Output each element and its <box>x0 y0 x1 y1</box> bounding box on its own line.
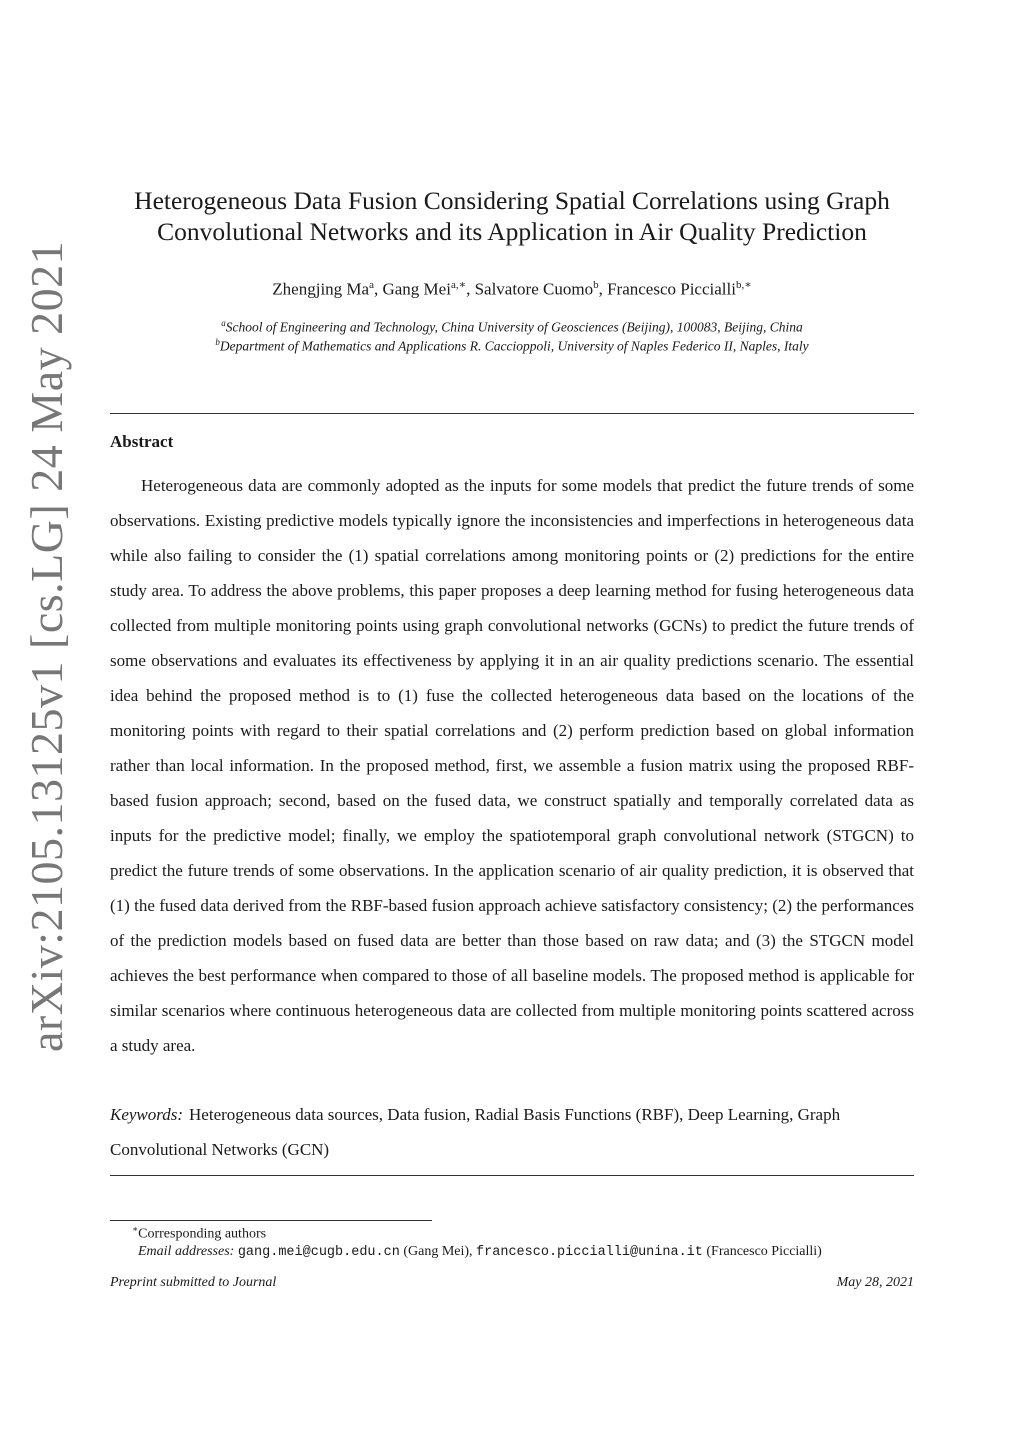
author-separator: , <box>598 279 608 299</box>
affiliation-b <box>110 337 914 355</box>
preprint-note: Preprint submitted to Journal <box>110 1275 277 1290</box>
footnote-divider <box>110 1220 432 1221</box>
email-label: Email addresses: <box>138 1244 235 1259</box>
affiliation-text: School of Engineering and Technology, China University of Geosciences (Beijing), 100083, Beijing, China <box>225 319 803 335</box>
author-affiliation-mark: b <box>593 279 599 291</box>
keywords <box>110 1097 914 1167</box>
keywords-label: Keywords: <box>110 1105 184 1124</box>
keywords-text: Heterogeneous data sources, Data fusion, Radial Basis Functions (RBF), Deep Learning, Graph Convolutional Networks (GCN) <box>110 1105 841 1159</box>
arxiv-stamp <box>8 240 88 1052</box>
top-divider <box>110 413 914 414</box>
affiliation-mark: a <box>221 318 226 328</box>
author-separator: , <box>373 279 383 299</box>
affiliation-text: Department of Mathematics and Applications R. Caccioppoli, University of Naples Federico II, Naples, Italy <box>219 338 809 354</box>
author-separator: , <box>466 279 475 299</box>
title-line-2: Convolutional Networks and its Application in Air Quality Prediction <box>157 217 867 246</box>
author-affiliation-mark: a <box>369 279 374 291</box>
footnote-corresponding-text: Corresponding authors <box>138 1226 267 1242</box>
author-name: Francesco Piccialli <box>607 279 736 299</box>
abstract-heading: Abstract <box>110 432 174 451</box>
affiliation-mark: b <box>215 337 220 347</box>
author-name: Salvatore Cuomo <box>474 279 594 299</box>
footnote-emails <box>138 1244 822 1260</box>
author-affiliation-mark: b,∗ <box>735 279 752 291</box>
preprint-date: May 28, 2021 <box>836 1275 914 1290</box>
author-name: Gang Mei <box>382 279 451 299</box>
author-affiliation-mark: a,∗ <box>450 279 467 291</box>
email-link-piccialli[interactable]: francesco.piccialli@unina.it <box>476 1245 703 1260</box>
author-name: Zhengjing Ma <box>272 279 370 299</box>
footnote-corresponding <box>132 1224 266 1243</box>
arxiv-id: arXiv:2105.13125v1 [cs.LG] 24 May 2021 <box>21 240 72 1052</box>
author-list <box>110 278 914 300</box>
email-owner-piccialli: (Francesco Piccialli) <box>702 1244 822 1259</box>
paper-title <box>110 185 914 247</box>
email-link-mei[interactable]: gang.mei@cugb.edu.cn <box>237 1245 400 1260</box>
abstract-body: Heterogeneous data are commonly adopted as the inputs for some models that predict the future trends of some observations. Existing predictive models typically ignore the inconsistencies and imperfections in heterogeneous data while also failing to consider the (1) spatial correlations among monitoring points or (2) predictions for the entire study area. To address the above problems, this paper proposes a deep learning method for fusing heterogeneous data collected from multiple monitoring points using graph convolutional networks (GCNs) to predict the future trends of some observations and evaluates its effectiveness by applying it in an air quality predictions scenario. The essential idea behind the proposed method is to (1) fuse the collected heterogeneous data based on the locations of the monitoring points with regard to their spatial correlations and (2) perform prediction based on global information rather than local information. In the proposed method, first, we assemble a fusion matrix using the proposed RBF-based fusion approach; second, based on the fused data, we construct spatially and temporally correlated data as inputs for the predictive model; finally, we employ the spatiotemporal graph convolutional network (STGCN) to predict the future trends of some observations. In the application scenario of air quality prediction, it is observed that (1) the fused data derived from the RBF-based fusion approach achieve satisfactory consistency; (2) the performances of the prediction models based on fused data are better than those based on raw data; and (3) the STGCN model achieves the best performance when compared to those of all baseline models. The proposed method is applicable for similar scenarios where continuous heterogeneous data are collected from multiple monitoring points scattered across a study area. <box>110 476 914 1055</box>
title-line-1: Heterogeneous Data Fusion Considering Spatial Correlations using Graph <box>134 186 890 215</box>
footnote-mark: ∗ <box>132 1224 139 1234</box>
bottom-divider <box>110 1175 914 1176</box>
affiliation-a <box>110 318 914 336</box>
email-owner-mei: (Gang Mei), <box>399 1244 477 1259</box>
